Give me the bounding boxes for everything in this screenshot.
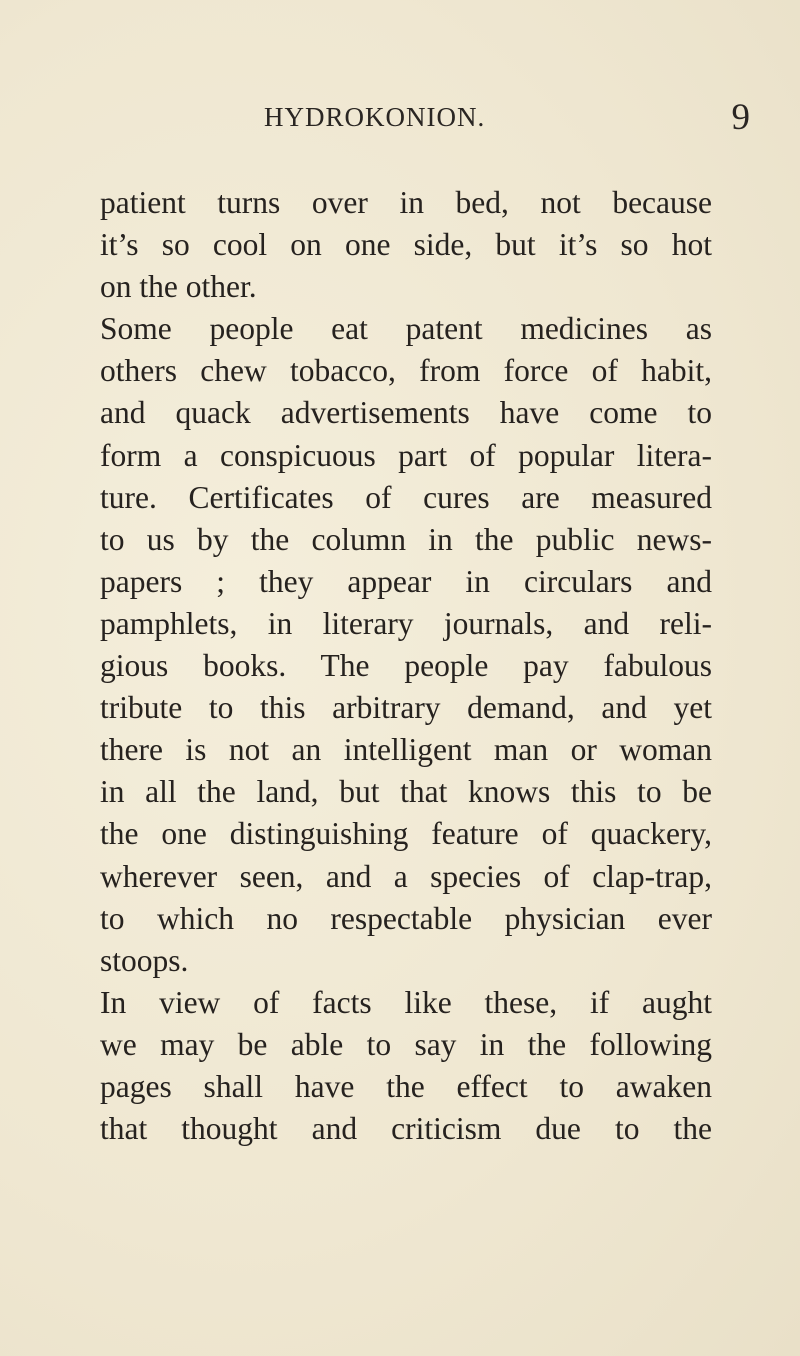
text-line: others chew tobacco, from force of habit, (100, 353, 712, 389)
text-line: pages shall have the effect to awaken (100, 1068, 712, 1104)
body-text (100, 182, 712, 1150)
text-line: patient turns over in bed, not because (100, 185, 712, 220)
text-line: papers ; they appear in circulars and (100, 563, 712, 599)
text-line: in all the land, but that knows this to be (100, 774, 712, 810)
text-line: and quack advertisements have come to (100, 395, 712, 431)
text-line: gious books. The people pay fabulous (100, 648, 712, 684)
text-line: form a conspicuous part of popular litera- (100, 437, 712, 473)
text-line: pamphlets, in literary journals, and reli- (100, 605, 712, 641)
text-line: wherever seen, and a species of clap-trap, (100, 858, 712, 894)
page-header (264, 96, 750, 136)
text-line: tribute to this arbitrary demand, and yet (100, 690, 712, 726)
text-line: In view of facts like these, if aught (100, 984, 712, 1020)
text-line: it’s so cool on one side, but it’s so hot (100, 227, 712, 263)
text-line: to us by the column in the public news- (100, 521, 712, 557)
text-line: on the other. (100, 269, 257, 305)
text-line: stoops. (100, 942, 189, 978)
text-line: there is not an intelligent man or woman (100, 732, 712, 768)
text-line: that thought and criticism due to the (100, 1111, 712, 1147)
text-line: to which no respectable physician ever (100, 900, 712, 936)
text-line: ture. Certificates of cures are measured (100, 479, 712, 515)
text-line: Some people eat patent medicines as (100, 311, 712, 347)
text-line: we may be able to say in the following (100, 1026, 712, 1062)
running-title: HYDROKONION. (264, 102, 486, 132)
text-line: the one distinguishing feature of quackery, (100, 816, 712, 852)
page-number: 9 (731, 97, 750, 138)
